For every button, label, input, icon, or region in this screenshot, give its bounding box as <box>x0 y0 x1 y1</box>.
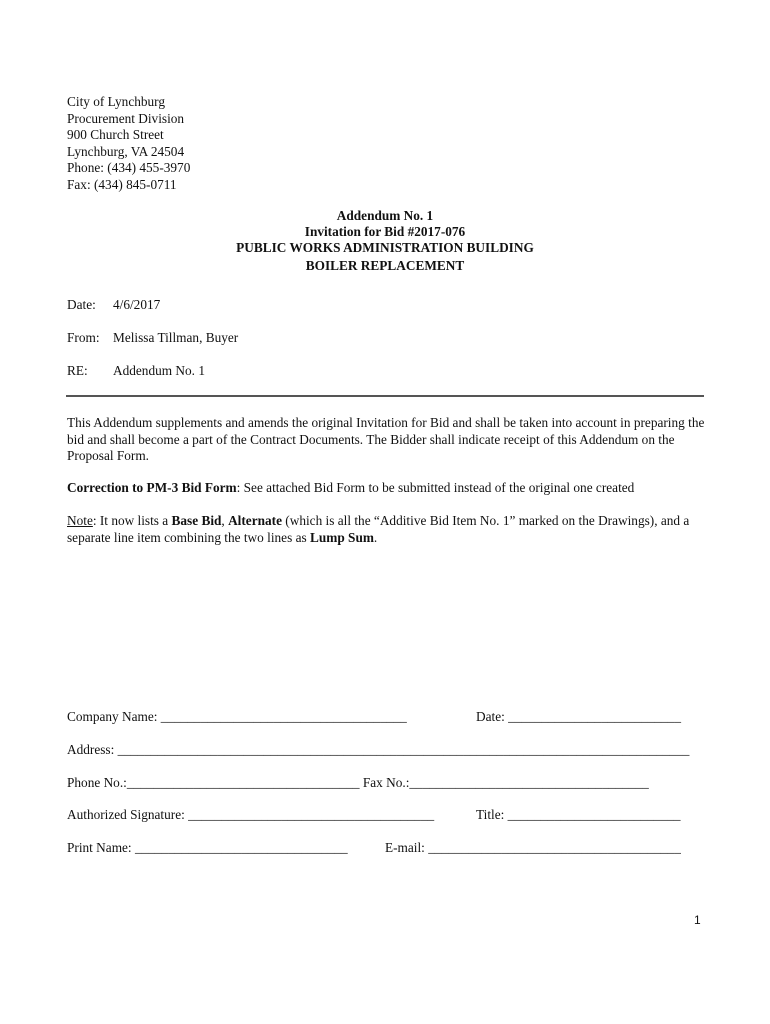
authorized-signature-field[interactable]: Authorized Signature: _____________________________________ <box>67 807 435 822</box>
re-value: Addendum No. 1 <box>113 363 205 378</box>
project-name: PUBLIC WORKS ADMINISTRATION BUILDING <box>236 240 534 255</box>
email-field[interactable]: E-mail: ______________________________________ <box>385 840 681 855</box>
note-text-end: . <box>373 529 378 545</box>
from-label: From: <box>67 330 100 345</box>
addendum-title-block <box>0 208 770 275</box>
division-name: Procurement Division <box>67 110 185 126</box>
sender-address-block <box>67 94 190 193</box>
page-number: 1 <box>694 913 701 927</box>
intro-paragraph: This Addendum supplements and amends the original Invitation for Bid and shall be taken into account in preparing the bid and shall become a part of the Contract Documents. The Bidder shall indicate receipt of this Addendum on the Proposal Form. <box>67 415 705 463</box>
title-field[interactable]: Title: __________________________ <box>476 807 681 822</box>
print-name-field[interactable]: Print Name: ________________________________ <box>67 840 348 855</box>
phone-fax-field[interactable]: Phone No.:___________________________________ Fax No.:____________________________________ <box>67 775 649 790</box>
fax-number: Fax: (434) 845-0711 <box>67 176 177 192</box>
base-bid-term: Base Bid <box>171 513 222 528</box>
company-name-field[interactable]: Company Name: _____________________________________ <box>67 709 407 724</box>
alternate-term: Alternate <box>228 513 282 528</box>
date-value: 4/6/2017 <box>113 297 161 312</box>
note-paragraph <box>67 513 707 546</box>
date-field[interactable]: Date: __________________________ <box>476 709 681 724</box>
phone-number: Phone: (434) 455-3970 <box>67 160 191 175</box>
street-address: 900 Church Street <box>67 127 164 142</box>
correction-heading: Correction to PM-3 Bid Form <box>67 480 237 495</box>
addendum-number: Addendum No. 1 <box>336 208 434 223</box>
address-field[interactable]: Address: ______________________________________________________________________________________ <box>67 742 690 757</box>
project-subtitle: BOILER REPLACEMENT <box>305 258 465 273</box>
org-name: City of Lynchburg <box>67 94 165 109</box>
note-text-1: : It now lists a <box>92 513 172 528</box>
from-value: Melissa Tillman, Buyer <box>113 330 239 345</box>
correction-paragraph <box>67 480 707 497</box>
horizontal-divider <box>66 395 704 397</box>
correction-text: : See attached Bid Form to be submitted instead of the original one created <box>236 480 635 495</box>
note-text-2: , <box>221 513 229 528</box>
note-text-3: (which is all the “Additive Bid Item No. 1” marked on the Drawings), and a separate line item combining the two lines as <box>67 513 690 545</box>
lump-sum-term: Lump Sum <box>309 529 374 545</box>
date-label: Date: <box>67 297 96 312</box>
note-label: Note <box>67 513 93 528</box>
city-state-zip: Lynchburg, VA 24504 <box>67 143 185 159</box>
bid-number: Invitation for Bid #2017-076 <box>304 223 466 239</box>
re-label: RE: <box>67 363 88 378</box>
